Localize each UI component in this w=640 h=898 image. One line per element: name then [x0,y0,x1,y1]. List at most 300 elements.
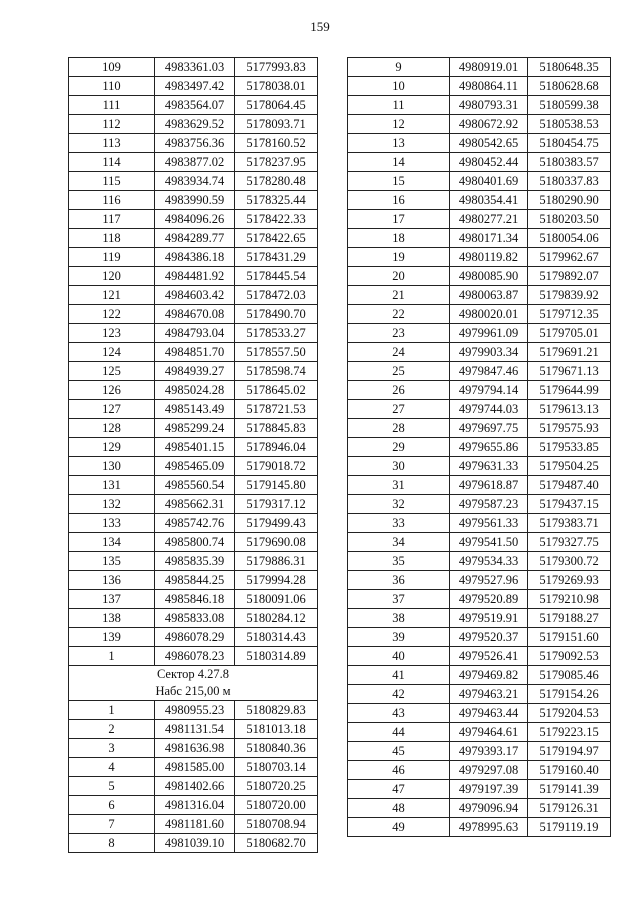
x-coordinate-cell: 4980672.92 [450,115,528,134]
x-coordinate-cell: 4979463.44 [450,704,528,723]
table-row [69,720,318,739]
table-row [69,229,318,248]
y-coordinate-cell: 5179085.46 [528,666,611,685]
y-coordinate-cell: 5179204.53 [528,704,611,723]
x-coordinate-cell: 4979655.86 [450,438,528,457]
y-coordinate-cell: 5178064.45 [235,96,318,115]
y-coordinate-cell: 5179437.15 [528,495,611,514]
x-coordinate-cell: 4984481.92 [155,267,235,286]
x-coordinate-cell: 4979197.39 [450,780,528,799]
y-coordinate-cell: 5178721.53 [235,400,318,419]
table-row [348,514,611,533]
table-row [69,153,318,172]
table-row [69,191,318,210]
y-coordinate-cell: 5179839.92 [528,286,611,305]
table-row [348,609,611,628]
y-coordinate-cell: 5180054.06 [528,229,611,248]
table-row [69,248,318,267]
point-number-cell: 116 [69,191,155,210]
table-row [69,286,318,305]
x-coordinate-cell: 4979463.21 [450,685,528,704]
y-coordinate-cell: 5179327.75 [528,533,611,552]
x-coordinate-cell: 4979520.37 [450,628,528,647]
point-number-cell: 27 [348,400,450,419]
y-coordinate-cell: 5179644.99 [528,381,611,400]
table-row [348,248,611,267]
table-row [348,229,611,248]
x-coordinate-cell: 4980354.41 [450,191,528,210]
x-coordinate-cell: 4979541.50 [450,533,528,552]
x-coordinate-cell: 4981636.98 [155,739,235,758]
x-coordinate-cell: 4983990.59 [155,191,235,210]
table-row [348,628,611,647]
x-coordinate-cell: 4979297.08 [450,761,528,780]
point-number-cell: 33 [348,514,450,533]
y-coordinate-cell: 5180454.75 [528,134,611,153]
point-number-cell: 127 [69,400,155,419]
x-coordinate-cell: 4983756.36 [155,134,235,153]
table-row [69,210,318,229]
y-coordinate-cell: 5179210.98 [528,590,611,609]
point-number-cell: 14 [348,153,450,172]
point-number-cell: 15 [348,172,450,191]
y-coordinate-cell: 5179223.15 [528,723,611,742]
x-coordinate-cell: 4979534.33 [450,552,528,571]
table-row [348,533,611,552]
x-coordinate-cell: 4979526.41 [450,647,528,666]
section-header-row [69,666,318,701]
point-number-cell: 7 [69,815,155,834]
y-coordinate-cell: 5178422.65 [235,229,318,248]
y-coordinate-cell: 5179145.80 [235,476,318,495]
x-coordinate-cell: 4986078.29 [155,628,235,647]
y-coordinate-cell: 5179151.60 [528,628,611,647]
point-number-cell: 44 [348,723,450,742]
point-number-cell: 31 [348,476,450,495]
table-row [69,739,318,758]
y-coordinate-cell: 5180284.12 [235,609,318,628]
y-coordinate-cell: 5180383.57 [528,153,611,172]
x-coordinate-cell: 4981316.04 [155,796,235,815]
x-coordinate-cell: 4979744.03 [450,400,528,419]
x-coordinate-cell: 4980955.23 [155,701,235,720]
x-coordinate-cell: 4980277.21 [450,210,528,229]
y-coordinate-cell: 5178533.27 [235,324,318,343]
table-row [348,267,611,286]
table-row [69,400,318,419]
table-row [348,552,611,571]
table-row [348,799,611,818]
y-coordinate-cell: 5179317.12 [235,495,318,514]
x-coordinate-cell: 4979519.91 [450,609,528,628]
x-coordinate-cell: 4983629.52 [155,115,235,134]
table-row [348,115,611,134]
point-number-cell: 32 [348,495,450,514]
table-row [69,305,318,324]
y-coordinate-cell: 5178490.70 [235,305,318,324]
table-row [348,666,611,685]
point-number-cell: 30 [348,457,450,476]
x-coordinate-cell: 4984386.18 [155,248,235,267]
y-coordinate-cell: 5179892.07 [528,267,611,286]
table-row [69,172,318,191]
table-row [69,134,318,153]
x-coordinate-cell: 4981585.00 [155,758,235,777]
table-row [69,457,318,476]
point-number-cell: 136 [69,571,155,590]
y-coordinate-cell: 5180682.70 [235,834,318,853]
x-coordinate-cell: 4980864.11 [450,77,528,96]
table-row [69,533,318,552]
table-row [69,552,318,571]
table-row [69,571,318,590]
x-coordinate-cell: 4980452.44 [450,153,528,172]
table-row [348,571,611,590]
table-row [69,758,318,777]
point-number-cell: 47 [348,780,450,799]
table-row [69,701,318,720]
table-row [348,172,611,191]
y-coordinate-cell: 5180314.89 [235,647,318,666]
point-number-cell: 43 [348,704,450,723]
x-coordinate-cell: 4985143.49 [155,400,235,419]
point-number-cell: 21 [348,286,450,305]
point-number-cell: 119 [69,248,155,267]
point-number-cell: 125 [69,362,155,381]
table-row [348,818,611,837]
point-number-cell: 2 [69,720,155,739]
point-number-cell: 134 [69,533,155,552]
right-coordinates-table [347,57,611,837]
y-coordinate-cell: 5179994.28 [235,571,318,590]
x-coordinate-cell: 4983564.07 [155,96,235,115]
point-number-cell: 25 [348,362,450,381]
point-number-cell: 128 [69,419,155,438]
x-coordinate-cell: 4985742.76 [155,514,235,533]
point-number-cell: 48 [348,799,450,818]
point-number-cell: 11 [348,96,450,115]
section-subtitle: Набс 215,00 м [155,684,231,698]
point-number-cell: 17 [348,210,450,229]
point-number-cell: 49 [348,818,450,837]
x-coordinate-cell: 4983497.42 [155,77,235,96]
x-coordinate-cell: 4985401.15 [155,438,235,457]
point-number-cell: 126 [69,381,155,400]
point-number-cell: 23 [348,324,450,343]
table-row [348,438,611,457]
x-coordinate-cell: 4980171.34 [450,229,528,248]
y-coordinate-cell: 5178237.95 [235,153,318,172]
x-coordinate-cell: 4985560.54 [155,476,235,495]
y-coordinate-cell: 5179194.97 [528,742,611,761]
point-number-cell: 115 [69,172,155,191]
y-coordinate-cell: 5179886.31 [235,552,318,571]
table-row [69,115,318,134]
point-number-cell: 35 [348,552,450,571]
table-row [348,685,611,704]
point-number-cell: 19 [348,248,450,267]
table-row [348,58,611,77]
point-number-cell: 118 [69,229,155,248]
table-row [348,723,611,742]
point-number-cell: 42 [348,685,450,704]
point-number-cell: 120 [69,267,155,286]
x-coordinate-cell: 4979527.96 [450,571,528,590]
point-number-cell: 9 [348,58,450,77]
y-coordinate-cell: 5179126.31 [528,799,611,818]
table-row [348,324,611,343]
x-coordinate-cell: 4984096.26 [155,210,235,229]
table-row [348,400,611,419]
y-coordinate-cell: 5181013.18 [235,720,318,739]
point-number-cell: 39 [348,628,450,647]
table-row [69,381,318,400]
y-coordinate-cell: 5179383.71 [528,514,611,533]
point-number-cell: 8 [69,834,155,853]
y-coordinate-cell: 5179119.19 [528,818,611,837]
x-coordinate-cell: 4979469.82 [450,666,528,685]
table-row [348,305,611,324]
y-coordinate-cell: 5180203.50 [528,210,611,229]
point-number-cell: 40 [348,647,450,666]
table-row [69,267,318,286]
point-number-cell: 1 [69,647,155,666]
y-coordinate-cell: 5180599.38 [528,96,611,115]
point-number-cell: 124 [69,343,155,362]
point-number-cell: 6 [69,796,155,815]
y-coordinate-cell: 5178598.74 [235,362,318,381]
table-row [348,590,611,609]
x-coordinate-cell: 4979618.87 [450,476,528,495]
x-coordinate-cell: 4980542.65 [450,134,528,153]
table-row [348,210,611,229]
y-coordinate-cell: 5178845.83 [235,419,318,438]
y-coordinate-cell: 5178645.02 [235,381,318,400]
y-coordinate-cell: 5180703.14 [235,758,318,777]
y-coordinate-cell: 5179092.53 [528,647,611,666]
point-number-cell: 3 [69,739,155,758]
x-coordinate-cell: 4985024.28 [155,381,235,400]
x-coordinate-cell: 4980063.87 [450,286,528,305]
x-coordinate-cell: 4979903.34 [450,343,528,362]
point-number-cell: 137 [69,590,155,609]
y-coordinate-cell: 5178280.48 [235,172,318,191]
point-number-cell: 18 [348,229,450,248]
table-row [348,362,611,381]
y-coordinate-cell: 5180628.68 [528,77,611,96]
y-coordinate-cell: 5180290.90 [528,191,611,210]
x-coordinate-cell: 4985465.09 [155,457,235,476]
point-number-cell: 24 [348,343,450,362]
x-coordinate-cell: 4980085.90 [450,267,528,286]
point-number-cell: 121 [69,286,155,305]
x-coordinate-cell: 4981039.10 [155,834,235,853]
table-row [69,834,318,853]
table-row [69,324,318,343]
x-coordinate-cell: 4979631.33 [450,457,528,476]
y-coordinate-cell: 5180091.06 [235,590,318,609]
x-coordinate-cell: 4983877.02 [155,153,235,172]
table-row [69,419,318,438]
table-row [69,96,318,115]
point-number-cell: 123 [69,324,155,343]
y-coordinate-cell: 5178422.33 [235,210,318,229]
point-number-cell: 46 [348,761,450,780]
y-coordinate-cell: 5179690.08 [235,533,318,552]
point-number-cell: 110 [69,77,155,96]
y-coordinate-cell: 5180648.35 [528,58,611,77]
y-coordinate-cell: 5178445.54 [235,267,318,286]
point-number-cell: 22 [348,305,450,324]
x-coordinate-cell: 4981402.66 [155,777,235,796]
table-row [69,609,318,628]
x-coordinate-cell: 4986078.23 [155,647,235,666]
table-row [348,780,611,799]
y-coordinate-cell: 5178431.29 [235,248,318,267]
y-coordinate-cell: 5179705.01 [528,324,611,343]
x-coordinate-cell: 4984939.27 [155,362,235,381]
table-row [69,343,318,362]
y-coordinate-cell: 5179712.35 [528,305,611,324]
x-coordinate-cell: 4985800.74 [155,533,235,552]
table-row [348,761,611,780]
x-coordinate-cell: 4980020.01 [450,305,528,324]
x-coordinate-cell: 4984670.08 [155,305,235,324]
y-coordinate-cell: 5178946.04 [235,438,318,457]
x-coordinate-cell: 4985662.31 [155,495,235,514]
section-title: Сектор 4.27.8 [156,667,230,681]
y-coordinate-cell: 5178160.52 [235,134,318,153]
table-row [69,495,318,514]
point-number-cell: 26 [348,381,450,400]
table-row [69,815,318,834]
left-coordinates-table [68,57,318,853]
x-coordinate-cell: 4979561.33 [450,514,528,533]
x-coordinate-cell: 4979697.75 [450,419,528,438]
y-coordinate-cell: 5179504.25 [528,457,611,476]
table-row [69,438,318,457]
y-coordinate-cell: 5180720.25 [235,777,318,796]
y-coordinate-cell: 5179962.67 [528,248,611,267]
x-coordinate-cell: 4981131.54 [155,720,235,739]
y-coordinate-cell: 5179671.13 [528,362,611,381]
point-number-cell: 138 [69,609,155,628]
table-row [348,476,611,495]
table-row [348,343,611,362]
table-row [348,495,611,514]
x-coordinate-cell: 4983934.74 [155,172,235,191]
y-coordinate-cell: 5180720.00 [235,796,318,815]
y-coordinate-cell: 5178038.01 [235,77,318,96]
x-coordinate-cell: 4979096.94 [450,799,528,818]
point-number-cell: 130 [69,457,155,476]
point-number-cell: 16 [348,191,450,210]
table-row [69,590,318,609]
point-number-cell: 29 [348,438,450,457]
point-number-cell: 37 [348,590,450,609]
table-row [348,704,611,723]
y-coordinate-cell: 5179487.40 [528,476,611,495]
x-coordinate-cell: 4985299.24 [155,419,235,438]
x-coordinate-cell: 4985846.18 [155,590,235,609]
point-number-cell: 1 [69,701,155,720]
point-number-cell: 135 [69,552,155,571]
x-coordinate-cell: 4979587.23 [450,495,528,514]
point-number-cell: 117 [69,210,155,229]
table-row [348,153,611,172]
point-number-cell: 111 [69,96,155,115]
x-coordinate-cell: 4984793.04 [155,324,235,343]
x-coordinate-cell: 4980401.69 [450,172,528,191]
table-row [69,647,318,666]
y-coordinate-cell: 5179499.43 [235,514,318,533]
page-number: 159 [310,19,330,34]
y-coordinate-cell: 5180708.94 [235,815,318,834]
y-coordinate-cell: 5179533.85 [528,438,611,457]
table-row [348,286,611,305]
point-number-cell: 122 [69,305,155,324]
x-coordinate-cell: 4984289.77 [155,229,235,248]
point-number-cell: 36 [348,571,450,590]
x-coordinate-cell: 4984603.42 [155,286,235,305]
y-coordinate-cell: 5179188.27 [528,609,611,628]
point-number-cell: 109 [69,58,155,77]
point-number-cell: 38 [348,609,450,628]
table-row [348,134,611,153]
y-coordinate-cell: 5179160.40 [528,761,611,780]
point-number-cell: 131 [69,476,155,495]
x-coordinate-cell: 4979794.14 [450,381,528,400]
table-row [69,362,318,381]
x-coordinate-cell: 4984851.70 [155,343,235,362]
y-coordinate-cell: 5180840.36 [235,739,318,758]
y-coordinate-cell: 5179691.21 [528,343,611,362]
y-coordinate-cell: 5179141.39 [528,780,611,799]
table-row [348,77,611,96]
y-coordinate-cell: 5179300.72 [528,552,611,571]
table-row [69,796,318,815]
point-number-cell: 45 [348,742,450,761]
point-number-cell: 13 [348,134,450,153]
point-number-cell: 28 [348,419,450,438]
y-coordinate-cell: 5179018.72 [235,457,318,476]
point-number-cell: 5 [69,777,155,796]
table-row [348,457,611,476]
point-number-cell: 113 [69,134,155,153]
table-row [69,777,318,796]
point-number-cell: 133 [69,514,155,533]
table-row [348,647,611,666]
table-row [69,77,318,96]
table-row [348,96,611,115]
point-number-cell: 129 [69,438,155,457]
point-number-cell: 114 [69,153,155,172]
y-coordinate-cell: 5180538.53 [528,115,611,134]
x-coordinate-cell: 4985835.39 [155,552,235,571]
x-coordinate-cell: 4979393.17 [450,742,528,761]
x-coordinate-cell: 4979961.09 [450,324,528,343]
y-coordinate-cell: 5180314.43 [235,628,318,647]
y-coordinate-cell: 5178093.71 [235,115,318,134]
x-coordinate-cell: 4980119.82 [450,248,528,267]
y-coordinate-cell: 5180829.83 [235,701,318,720]
y-coordinate-cell: 5179613.13 [528,400,611,419]
point-number-cell: 139 [69,628,155,647]
point-number-cell: 112 [69,115,155,134]
point-number-cell: 20 [348,267,450,286]
x-coordinate-cell: 4983361.03 [155,58,235,77]
x-coordinate-cell: 4980793.31 [450,96,528,115]
